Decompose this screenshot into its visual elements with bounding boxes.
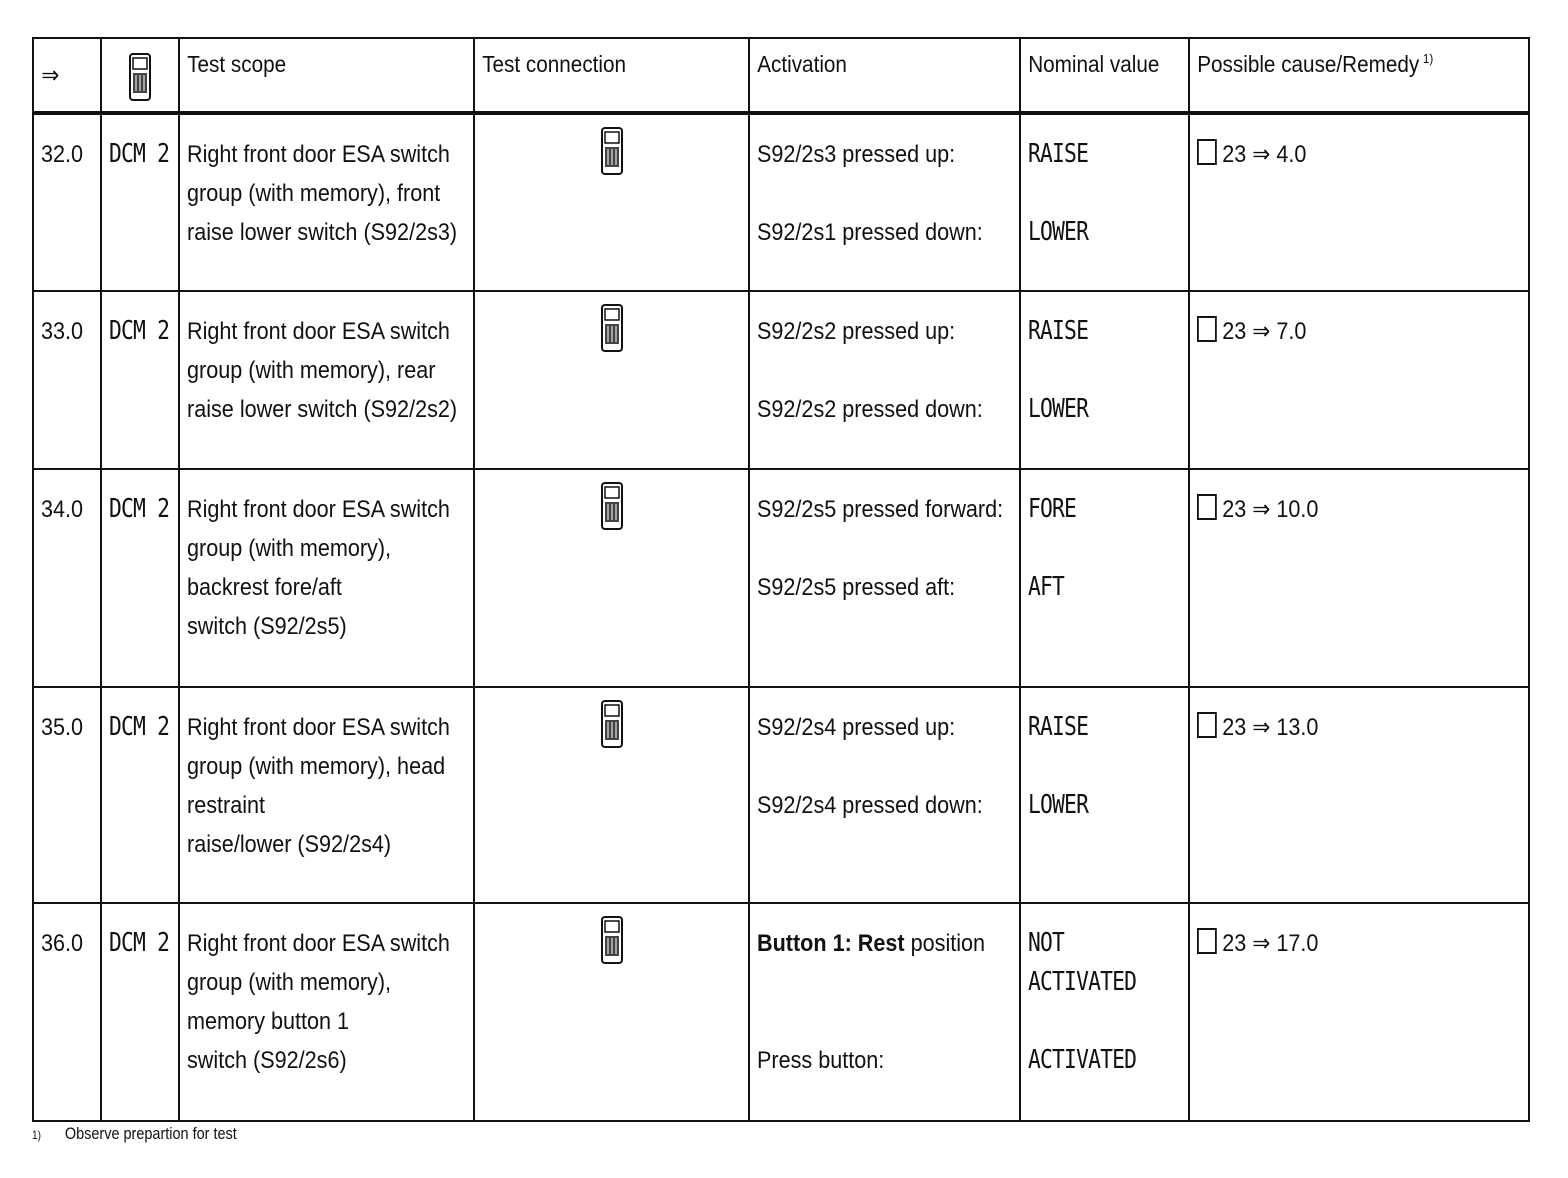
header-test-connection: Test connection — [474, 38, 749, 113]
footnote — [32, 1124, 237, 1144]
unit-code: DCM 2 — [109, 316, 170, 346]
remedy-reference: 23 ⇒ 17.0 — [1197, 924, 1318, 963]
activation-text: S92/2s5 pressed forward: S92/2s5 pressed aft: — [757, 496, 1004, 601]
hand-held-tester-icon — [599, 127, 625, 175]
unit-code: DCM 2 — [109, 139, 170, 169]
checkbox-icon — [1197, 928, 1217, 954]
unit-code: DCM 2 — [109, 928, 170, 958]
header-test-scope: Test scope — [179, 38, 474, 113]
checkbox-icon — [1197, 712, 1217, 738]
header-nominal-value: Nominal value — [1020, 38, 1189, 113]
hand-held-tester-icon — [599, 304, 625, 352]
activation-text: S92/2s2 pressed up: S92/2s2 pressed down: — [757, 318, 983, 423]
header-row — [33, 38, 1529, 113]
nominal-value: FORE AFT — [1028, 494, 1077, 602]
step-number: 33.0 — [41, 318, 84, 345]
step-number: 35.0 — [41, 714, 84, 741]
test-scope-text: Right front door ESA switch group (with memory), memory button 1 switch (S92/2s6) — [187, 930, 450, 1074]
footnote-text: Observe prepartion for test — [64, 1124, 237, 1143]
remedy-reference: 23 ⇒ 4.0 — [1197, 135, 1306, 174]
test-scope-text: Right front door ESA switch group (with memory), backrest fore/aft switch (S92/2s5) — [187, 496, 450, 640]
activation-text: S92/2s3 pressed up: S92/2s1 pressed down: — [757, 141, 983, 246]
unit-code: DCM 2 — [109, 494, 170, 524]
hand-held-tester-icon — [599, 700, 625, 748]
test-scope-text: Right front door ESA switch group (with memory), rear raise lower switch (S92/2s2) — [187, 318, 458, 423]
nominal-value: RAISE LOWER — [1028, 139, 1089, 247]
nominal-value: NOT ACTIVATED ACTIVATED — [1028, 928, 1137, 1075]
remedy-reference: 23 ⇒ 10.0 — [1197, 490, 1318, 529]
test-table — [32, 37, 1530, 1122]
test-scope-text: Right front door ESA switch group (with memory), head restraint raise/lower (S92/2s4) — [187, 714, 450, 858]
nominal-value: RAISE LOWER — [1028, 712, 1089, 820]
checkbox-icon — [1197, 316, 1217, 342]
header-arrow: ⇒ — [33, 38, 101, 113]
table-row — [33, 687, 1529, 903]
test-scope-text: Right front door ESA switch group (with memory), front raise lower switch (S92/2s3) — [187, 141, 458, 246]
hand-held-tester-icon — [599, 482, 625, 530]
header-activation: Activation — [749, 38, 1020, 113]
step-number: 36.0 — [41, 930, 84, 957]
table-row — [33, 113, 1529, 291]
step-number: 32.0 — [41, 141, 84, 168]
remedy-reference: 23 ⇒ 13.0 — [1197, 708, 1318, 747]
step-number: 34.0 — [41, 496, 84, 523]
checkbox-icon — [1197, 139, 1217, 165]
activation-text: Button 1: Rest position Press button: — [757, 930, 986, 1074]
nominal-value: RAISE LOWER — [1028, 316, 1089, 424]
table-row — [33, 469, 1529, 687]
header-tester — [101, 38, 179, 113]
hand-held-tester-icon — [599, 916, 625, 964]
activation-text: S92/2s4 pressed up: S92/2s4 pressed down: — [757, 714, 983, 819]
checkbox-icon — [1197, 494, 1217, 520]
table-row — [33, 291, 1529, 469]
remedy-reference: 23 ⇒ 7.0 — [1197, 312, 1306, 351]
footnote-mark: 1) — [32, 1128, 42, 1142]
header-possible-cause: Possible cause/Remedy $^{1)}$ — [1189, 38, 1529, 113]
hand-held-tester-icon — [128, 53, 152, 101]
unit-code: DCM 2 — [109, 712, 170, 742]
table-row — [33, 903, 1529, 1121]
